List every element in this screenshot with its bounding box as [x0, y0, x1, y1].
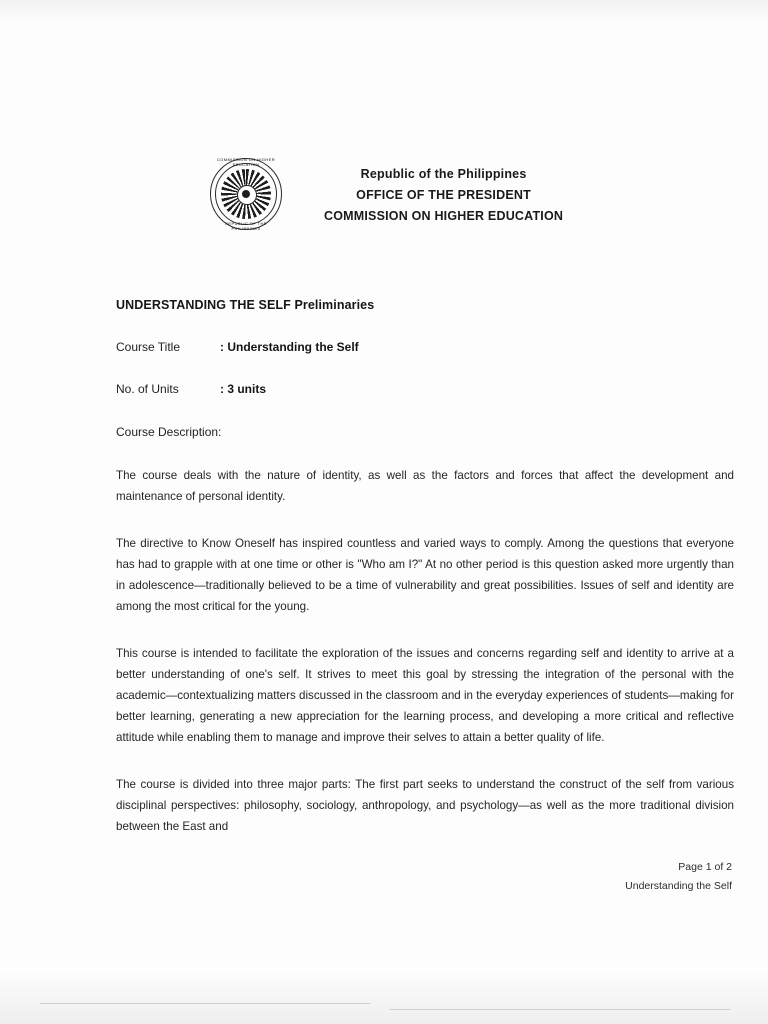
field-label: No. of Units [116, 382, 179, 396]
document-content [116, 150, 734, 837]
heading-line-office: OFFICE OF THE PRESIDENT [356, 188, 531, 202]
agency-heading [324, 150, 563, 227]
field-label: Course Title [116, 340, 181, 354]
seal-text-top: COMMISSION ON HIGHER EDUCATION [216, 157, 275, 167]
footer-page-number: Page 1 of 2 [678, 861, 732, 873]
paragraph-know-oneself: The directive to Know Oneself has inspired countless and varied ways to comply. Among the questions that everyone has had to grapple with at one time or other is "Who am I?" At no other period is this question asked more urgently than in adolescence—traditionally believed to be a time of vulnerability and great possibilities. Issues of self and identity are among the most critical for the young. [116, 537, 734, 613]
document-header [210, 150, 734, 230]
paragraph-course-intent: This course is intended to facilitate the exploration of the issues and concerns regarding self and identity to arrive at a better understanding of one's self. It strives to meet this goal by stressing the integration of the personal with the academic—contextualizing matters discussed in the classroom and in the everyday experiences of students—making for better learning, generating a new appreciation for the learning process, and developing a more critical and reflective attitude while enabling them to manage and improve their selves to attain a better quality of life. [116, 647, 734, 744]
field-value: : 3 units [220, 382, 267, 396]
scan-shading-top [0, 0, 768, 26]
paragraph-nature-of-identity: The course deals with the nature of identity, as well as the factors and forces that affect the development and maintenance of personal identity. [116, 469, 734, 503]
field-no-of-units [116, 382, 734, 396]
footer-subject: Understanding the Self [625, 880, 732, 892]
heading-line-republic: Republic of the Philippines [360, 167, 527, 181]
field-course-title [116, 340, 734, 354]
scan-artifact-line [390, 1009, 730, 1010]
course-description-label: Course Description: [116, 425, 222, 439]
ched-seal-icon [210, 158, 282, 230]
seal-text-bottom: REPUBLIC OF THE PHILIPPINES [225, 221, 267, 231]
heading-line-commission: COMMISSION ON HIGHER EDUCATION [324, 209, 564, 223]
page-title: UNDERSTANDING THE SELF Preliminaries [116, 298, 375, 312]
paragraph-three-parts: The course is divided into three major parts: The first part seeks to understand the construct of the self from various disciplinal perspectives: philosophy, sociology, anthropology, and psychology—as well as the more traditional division between the East and [116, 778, 734, 833]
scan-shading-bottom [0, 964, 768, 1024]
scan-artifact-line [40, 1003, 370, 1004]
field-value: : Understanding the Self [220, 340, 359, 354]
page-footer [625, 858, 732, 896]
